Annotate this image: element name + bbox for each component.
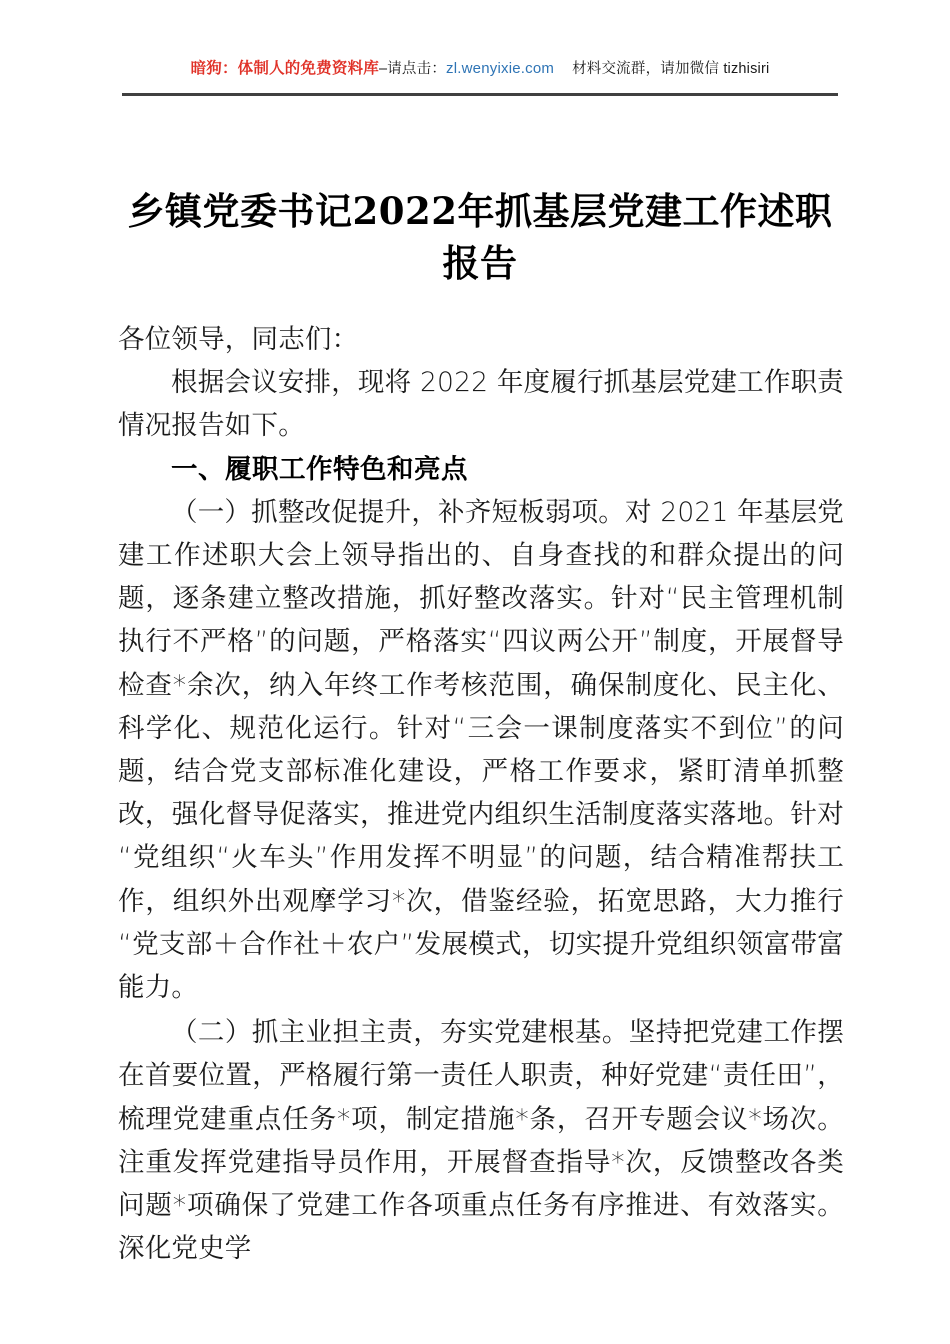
header-text-line xyxy=(122,58,838,80)
subsection-paragraph-one: （一）抓整改促提升，补齐短板弱项。对 2021 年基层党建工作述职大会上领导指出的、自身查找的和群众提出的问题，逐条建立整改措施，抓好整改落实。针对“民主管理机制执行不严格”的问题，严格落实“四议两公开”制度，开展督导检查*余次，纳入年终工作考核范围，确保制度化、民主化、科学化、规范化运行。针对“三会一课制度落实不到位”的问题，结合党支部标准化建设，严格工作要求，紧盯清单抓整改，强化督导促落实，推进党内组织生活制度落实落地。针对“党组织“火车头”作用发挥不明显”的问题，结合精准帮扶工作，组织外出观摩学习*次，借鉴经验，拓宽思路，大力推行“党支部＋合作社＋农户”发展模式，切实提升党组织领富带富能力。 xyxy=(118,496,844,1004)
document-running-header xyxy=(122,0,838,80)
header-wechat-note: 材料交流群，请加微信 xyxy=(572,61,724,77)
intro-paragraph: 根据会议安排，现将 2022 年度履行抓基层党建工作职责情况报告如下。 xyxy=(118,367,844,442)
section-heading-one: 一、履职工作特色和亮点 xyxy=(171,453,468,484)
document-title: 乡镇党委书记2022年抓基层党建工作述职报告 xyxy=(127,188,833,285)
header-wechat-handle: tizhisiri xyxy=(723,61,770,77)
header-resource-link[interactable]: zl.wenyixie.com xyxy=(446,60,555,77)
subsection-paragraph-two: （二）抓主业担主责，夯实党建根基。坚持把党建工作摆在首要位置，严格履行第一责任人职责，种好党建“责任田”，梳理党建重点任务*项，制定措施*条，召开专题会议*场次。注重发挥党建指导员作用，开展督查指导*次，反馈整改各类问题*项确保了党建工作各项重点任务有序推进、有效落实。深化党史学 xyxy=(118,1017,844,1265)
header-brand-label: 暗狗：体制人的免费资料库 xyxy=(190,60,379,77)
header-separator-label: –请点击： xyxy=(378,61,447,77)
header-divider-rule xyxy=(122,93,838,96)
document-body xyxy=(118,318,844,1270)
salutation-paragraph: 各位领导，同志们： xyxy=(118,324,359,355)
